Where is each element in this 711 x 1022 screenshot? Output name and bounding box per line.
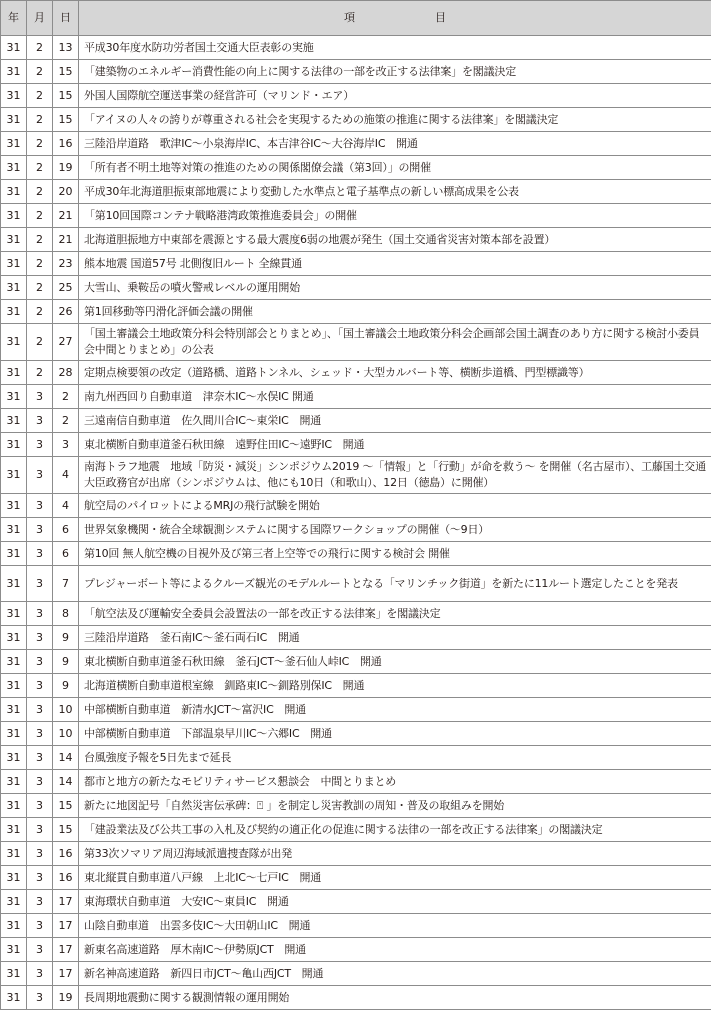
item-cell: 北海道胆振地方中東部を震源とする最大震度6弱の地震が発生（国土交通省災害対策本部を設置） — [79, 228, 711, 252]
table-row — [1, 494, 711, 518]
month-cell: 3 — [27, 385, 53, 409]
year-cell: 31 — [1, 300, 27, 324]
item-cell: 第1回移動等円滑化評価会議の開催 — [79, 300, 711, 324]
month-cell: 2 — [27, 324, 53, 361]
month-cell: 3 — [27, 818, 53, 842]
month-cell: 2 — [27, 180, 53, 204]
item-cell: 第10回 無人航空機の目視外及び第三者上空等での飛行に関する検討会 開催 — [79, 542, 711, 566]
item-cell: 航空局のパイロットによるMRJの飛行試験を開始 — [79, 494, 711, 518]
day-cell: 15 — [53, 60, 79, 84]
item-cell: 新東名高速道路 厚木南IC～伊勢原JCT 開通 — [79, 938, 711, 962]
day-cell: 19 — [53, 156, 79, 180]
item-cell: 定期点検要領の改定（道路橋、道路トンネル、シェッド・大型カルバート等、横断歩道橋、門型標識等） — [79, 361, 711, 385]
year-cell: 31 — [1, 818, 27, 842]
day-cell: 2 — [53, 385, 79, 409]
item-cell: 新名神高速道路 新四日市JCT～亀山西JCT 開通 — [79, 962, 711, 986]
day-cell: 3 — [53, 433, 79, 457]
day-cell: 9 — [53, 626, 79, 650]
day-cell: 23 — [53, 252, 79, 276]
table-row — [1, 770, 711, 794]
day-cell: 17 — [53, 914, 79, 938]
table-row — [1, 962, 711, 986]
month-cell: 2 — [27, 84, 53, 108]
year-cell: 31 — [1, 626, 27, 650]
year-cell: 31 — [1, 986, 27, 1010]
day-cell: 21 — [53, 228, 79, 252]
year-cell: 31 — [1, 674, 27, 698]
day-cell: 21 — [53, 204, 79, 228]
table-row — [1, 457, 711, 494]
month-cell: 3 — [27, 746, 53, 770]
item-cell: 三陸沿岸道路 釜石南IC～釜石両石IC 開通 — [79, 626, 711, 650]
table-row — [1, 276, 711, 300]
item-cell: 世界気象機関・統合全球観測システムに関する国際ワークショップの開催（～9日） — [79, 518, 711, 542]
table-row — [1, 698, 711, 722]
day-cell: 10 — [53, 698, 79, 722]
month-cell: 3 — [27, 842, 53, 866]
month-cell: 3 — [27, 866, 53, 890]
month-cell: 3 — [27, 722, 53, 746]
year-cell: 31 — [1, 156, 27, 180]
item-cell: 三遠南信自動車道 佐久間川合IC～東栄IC 開通 — [79, 409, 711, 433]
year-cell: 31 — [1, 409, 27, 433]
header-day: 日 — [53, 1, 79, 36]
month-cell: 2 — [27, 156, 53, 180]
day-cell: 10 — [53, 722, 79, 746]
item-cell: 東北横断自動車道釜石秋田線 釜石JCT～釜石仙人峠IC 開通 — [79, 650, 711, 674]
month-cell: 2 — [27, 252, 53, 276]
item-cell: 第33次ソマリア周辺海域派遣捜査隊が出発 — [79, 842, 711, 866]
year-cell: 31 — [1, 324, 27, 361]
item-cell: プレジャーボート等によるクルーズ観光のモデルルートとなる「マリンチック街道」を新たに11ルート選定したことを発表 — [79, 566, 711, 602]
year-cell: 31 — [1, 914, 27, 938]
month-cell: 3 — [27, 986, 53, 1010]
header-item-label: 項目 — [344, 11, 526, 24]
day-cell: 14 — [53, 746, 79, 770]
year-cell: 31 — [1, 542, 27, 566]
item-cell: 東海環状自動車道 大安IC～東員IC 開通 — [79, 890, 711, 914]
year-cell: 31 — [1, 276, 27, 300]
table-row — [1, 84, 711, 108]
day-cell: 13 — [53, 36, 79, 60]
table-row — [1, 794, 711, 818]
header-item — [79, 1, 711, 36]
year-cell: 31 — [1, 108, 27, 132]
item-cell: 南九州西回り自動車道 津奈木IC～水俣IC 開通 — [79, 385, 711, 409]
table-row — [1, 722, 711, 746]
year-cell: 31 — [1, 866, 27, 890]
month-cell: 3 — [27, 770, 53, 794]
table-row — [1, 938, 711, 962]
year-cell: 31 — [1, 794, 27, 818]
table-row — [1, 36, 711, 60]
item-cell: 「航空法及び運輸安全委員会設置法の一部を改正する法律案」を閣議決定 — [79, 602, 711, 626]
table-row — [1, 842, 711, 866]
item-cell: 台風強度予報を5日先まで延長 — [79, 746, 711, 770]
year-cell: 31 — [1, 650, 27, 674]
year-cell: 31 — [1, 938, 27, 962]
table-row — [1, 674, 711, 698]
year-cell: 31 — [1, 842, 27, 866]
item-cell: 中部横断自動車道 新清水JCT～富沢IC 開通 — [79, 698, 711, 722]
day-cell: 7 — [53, 566, 79, 602]
table-row — [1, 542, 711, 566]
year-cell: 31 — [1, 722, 27, 746]
table-row — [1, 566, 711, 602]
year-cell: 31 — [1, 770, 27, 794]
year-cell: 31 — [1, 518, 27, 542]
day-cell: 25 — [53, 276, 79, 300]
item-cell: 山陰自動車道 出雲多伎IC～大田朝山IC 開通 — [79, 914, 711, 938]
item-cell: 北海道横断自動車道根室線 釧路東IC～釧路別保IC 開通 — [79, 674, 711, 698]
item-cell: 中部横断自動車道 下部温泉早川IC～六郷IC 開通 — [79, 722, 711, 746]
month-cell: 3 — [27, 962, 53, 986]
table-row — [1, 60, 711, 84]
table-row — [1, 986, 711, 1010]
table-row — [1, 433, 711, 457]
month-cell: 3 — [27, 409, 53, 433]
item-cell: 大雪山、乗鞍岳の噴火警戒レベルの運用開始 — [79, 276, 711, 300]
month-cell: 3 — [27, 914, 53, 938]
table-row — [1, 132, 711, 156]
item-cell: 熊本地震 国道57号 北側復旧ルート 全線貫通 — [79, 252, 711, 276]
table-row — [1, 180, 711, 204]
day-cell: 16 — [53, 842, 79, 866]
header-year: 年 — [1, 1, 27, 36]
year-cell: 31 — [1, 602, 27, 626]
day-cell: 14 — [53, 770, 79, 794]
table-row — [1, 300, 711, 324]
year-cell: 31 — [1, 84, 27, 108]
table-row — [1, 518, 711, 542]
day-cell: 19 — [53, 986, 79, 1010]
year-cell: 31 — [1, 566, 27, 602]
table-row — [1, 914, 711, 938]
month-cell: 3 — [27, 602, 53, 626]
month-cell: 2 — [27, 60, 53, 84]
year-cell: 31 — [1, 361, 27, 385]
month-cell: 2 — [27, 36, 53, 60]
month-cell: 3 — [27, 518, 53, 542]
month-cell: 3 — [27, 890, 53, 914]
table-row — [1, 818, 711, 842]
item-cell: 東北横断自動車道釜石秋田線 遠野住田IC～遠野IC 開通 — [79, 433, 711, 457]
item-cell: 長周期地震動に関する観測情報の運用開始 — [79, 986, 711, 1010]
item-cell: 「所有者不明土地等対策の推進のための関係閣僚会議（第3回）」の開催 — [79, 156, 711, 180]
item-cell: 平成30年北海道胆振東部地震により変動した水準点と電子基準点の新しい標高成果を公表 — [79, 180, 711, 204]
item-cell: 三陸沿岸道路 歌津IC～小泉海岸IC、本吉津谷IC～大谷海岸IC 開通 — [79, 132, 711, 156]
year-cell: 31 — [1, 890, 27, 914]
day-cell: 6 — [53, 542, 79, 566]
year-cell: 31 — [1, 962, 27, 986]
day-cell: 16 — [53, 866, 79, 890]
item-cell: 東北縦貫自動車道八戸線 上北IC～七戸IC 開通 — [79, 866, 711, 890]
day-cell: 15 — [53, 84, 79, 108]
day-cell: 28 — [53, 361, 79, 385]
day-cell: 4 — [53, 494, 79, 518]
item-cell: 「第10回国際コンテナ戦略港湾政策推進委員会」の開催 — [79, 204, 711, 228]
year-cell: 31 — [1, 36, 27, 60]
month-cell: 3 — [27, 494, 53, 518]
day-cell: 27 — [53, 324, 79, 361]
month-cell: 3 — [27, 650, 53, 674]
year-cell: 31 — [1, 228, 27, 252]
table-row — [1, 324, 711, 361]
table-row — [1, 204, 711, 228]
month-cell: 2 — [27, 276, 53, 300]
day-cell: 26 — [53, 300, 79, 324]
table-row — [1, 602, 711, 626]
day-cell: 15 — [53, 108, 79, 132]
year-cell: 31 — [1, 180, 27, 204]
header-month: 月 — [27, 1, 53, 36]
day-cell: 17 — [53, 890, 79, 914]
table-row — [1, 890, 711, 914]
month-cell: 3 — [27, 457, 53, 494]
day-cell: 9 — [53, 674, 79, 698]
item-cell: 外国人国際航空運送事業の経営許可（マリンド・エア） — [79, 84, 711, 108]
month-cell: 3 — [27, 938, 53, 962]
item-cell: 「建設業法及び公共工事の入札及び契約の適正化の促進に関する法律の一部を改正する法律案」の閣議決定 — [79, 818, 711, 842]
year-cell: 31 — [1, 698, 27, 722]
day-cell: 17 — [53, 962, 79, 986]
day-cell: 17 — [53, 938, 79, 962]
month-cell: 2 — [27, 204, 53, 228]
day-cell: 4 — [53, 457, 79, 494]
year-cell: 31 — [1, 204, 27, 228]
table-row — [1, 866, 711, 890]
month-cell: 3 — [27, 566, 53, 602]
month-cell: 2 — [27, 300, 53, 324]
month-cell: 3 — [27, 794, 53, 818]
year-cell: 31 — [1, 252, 27, 276]
month-cell: 2 — [27, 228, 53, 252]
item-cell: 「国土審議会土地政策分科会特別部会とりまとめ」、「国土審議会土地政策分科会企画部会国土調査のあり方に関する検討小委員会中間とりまとめ」の公表 — [79, 324, 711, 361]
item-cell: 「建築物のエネルギー消費性能の向上に関する法律の一部を改正する法律案」を閣議決定 — [79, 60, 711, 84]
month-cell: 2 — [27, 108, 53, 132]
month-cell: 3 — [27, 542, 53, 566]
table-row — [1, 156, 711, 180]
table-row — [1, 108, 711, 132]
year-cell: 31 — [1, 132, 27, 156]
year-cell: 31 — [1, 494, 27, 518]
item-cell: 都市と地方の新たなモビリティサービス懇談会 中間とりまとめ — [79, 770, 711, 794]
item-cell: 新たに地図記号「自然災害伝承碑：⍞ 」を制定し災害教訓の周知・普及の取組みを開始 — [79, 794, 711, 818]
day-cell: 6 — [53, 518, 79, 542]
table-header-row — [1, 1, 711, 36]
table-row — [1, 409, 711, 433]
year-cell: 31 — [1, 457, 27, 494]
month-cell: 3 — [27, 433, 53, 457]
month-cell: 2 — [27, 132, 53, 156]
year-cell: 31 — [1, 60, 27, 84]
day-cell: 20 — [53, 180, 79, 204]
item-cell: 平成30年度水防功労者国土交通大臣表彰の実施 — [79, 36, 711, 60]
month-cell: 2 — [27, 361, 53, 385]
table-row — [1, 626, 711, 650]
year-cell: 31 — [1, 433, 27, 457]
month-cell: 3 — [27, 626, 53, 650]
day-cell: 8 — [53, 602, 79, 626]
year-cell: 31 — [1, 385, 27, 409]
table-row — [1, 650, 711, 674]
day-cell: 9 — [53, 650, 79, 674]
table-row — [1, 385, 711, 409]
table-body — [1, 36, 711, 1010]
day-cell: 15 — [53, 818, 79, 842]
day-cell: 15 — [53, 794, 79, 818]
day-cell: 16 — [53, 132, 79, 156]
item-cell: 「アイヌの人々の誇りが尊重される社会を実現するための施策の推進に関する法律案」を閣議決定 — [79, 108, 711, 132]
day-cell: 2 — [53, 409, 79, 433]
month-cell: 3 — [27, 698, 53, 722]
month-cell: 3 — [27, 674, 53, 698]
table-row — [1, 252, 711, 276]
table-row — [1, 228, 711, 252]
table-row — [1, 746, 711, 770]
table-row — [1, 361, 711, 385]
year-cell: 31 — [1, 746, 27, 770]
item-cell: 南海トラフ地震 地域「防災・減災」シンポジウム2019 ～「情報」と「行動」が命を救う～ を開催（名古屋市）、工藤国土交通大臣政務官が出席（シンポジウムは、他にも10日（和歌山）、12日（徳島）に開催） — [79, 457, 711, 494]
